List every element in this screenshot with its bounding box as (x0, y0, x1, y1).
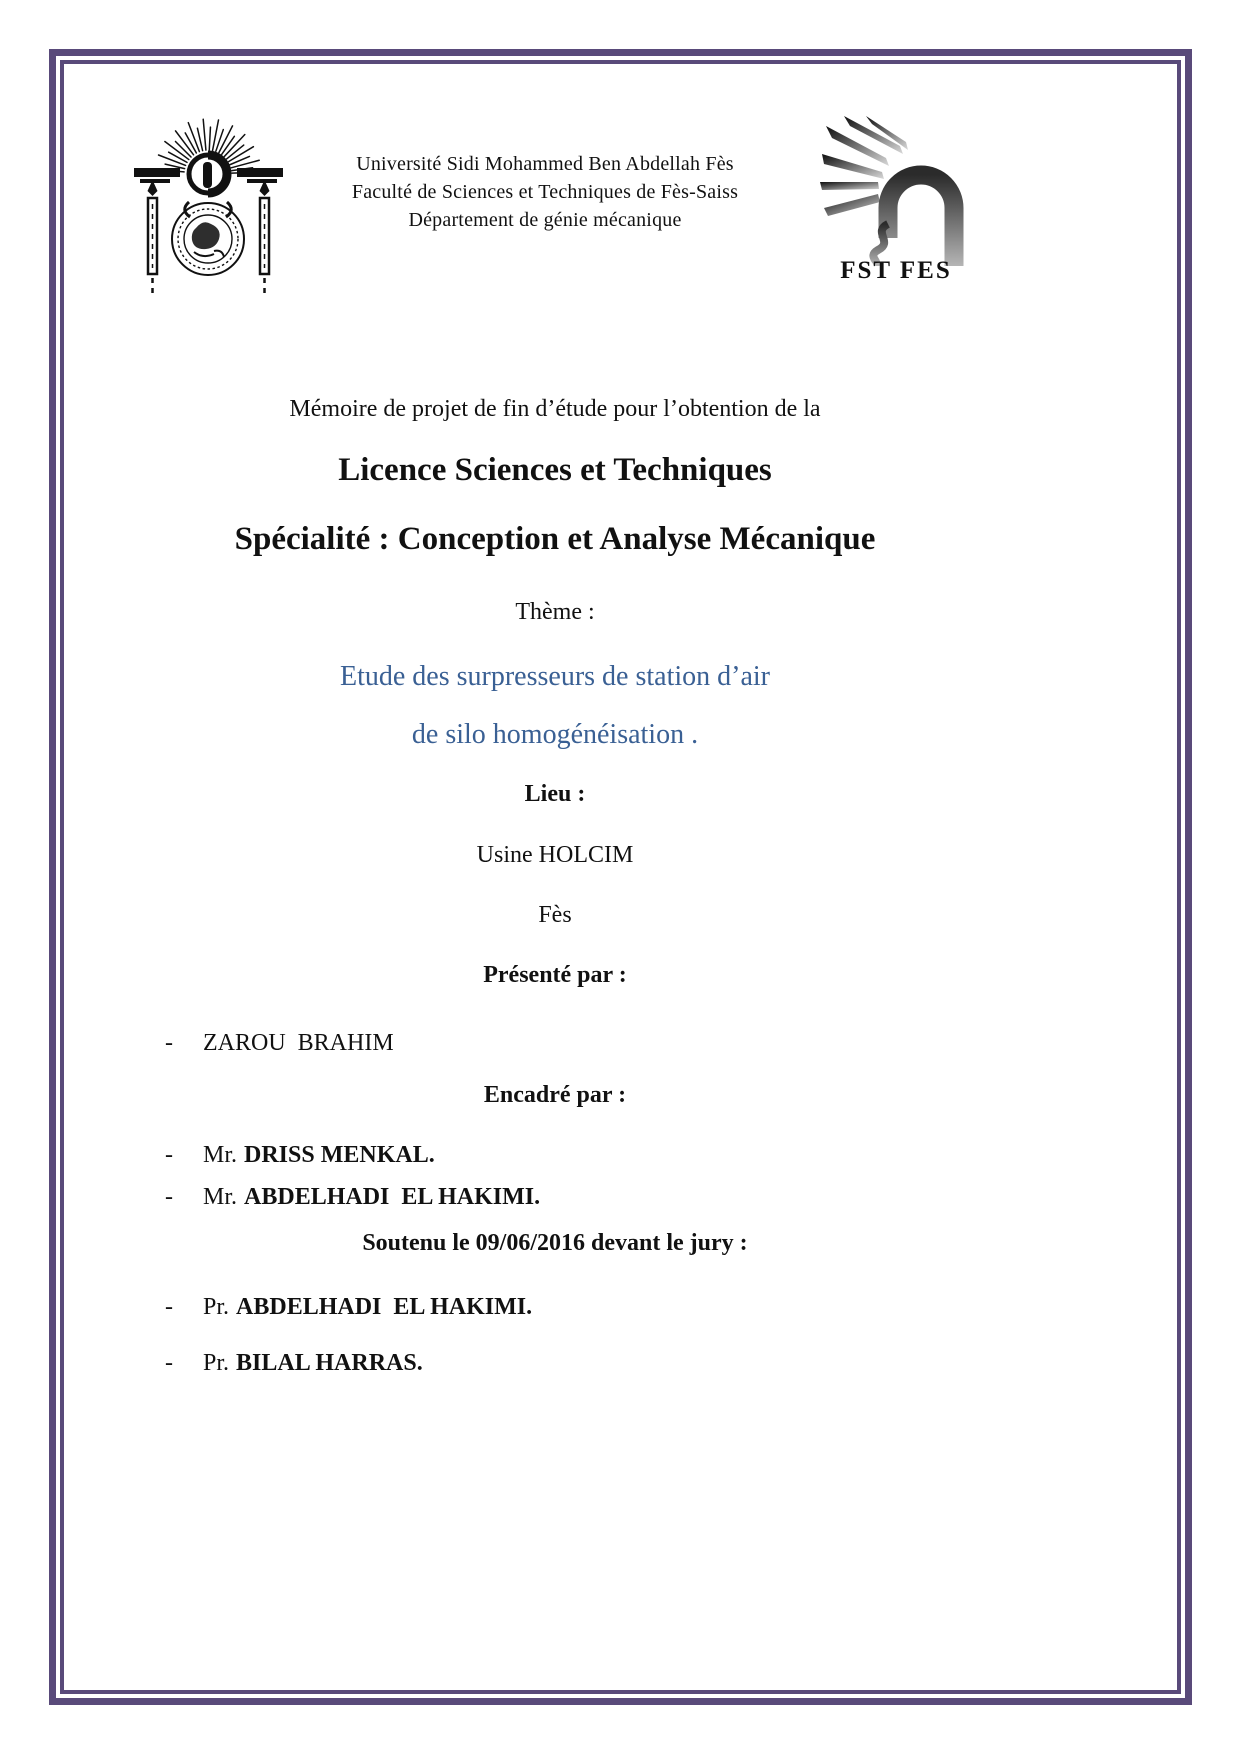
university-name: Université Sidi Mohammed Ben Abdellah Fès (356, 153, 734, 175)
university-emblem-logo (126, 112, 291, 302)
list-dash: - (165, 1184, 173, 1210)
degree-title: Licence Sciences et Techniques (338, 452, 772, 488)
supervisor-prefix: Mr. (203, 1142, 238, 1168)
page-border-inner (60, 60, 1181, 1694)
jury-row (65, 1350, 1045, 1377)
university-emblem-icon (126, 112, 291, 302)
presented-by-name: ZAROU BRAHIM (203, 1030, 394, 1056)
jury-name: BILAL HARRAS. (236, 1350, 423, 1376)
lieu-line-2: Fès (538, 902, 572, 928)
jury-entry (203, 1350, 423, 1377)
jury-row (65, 1294, 1045, 1321)
jury-name: ABDELHADI EL HAKIMI. (236, 1294, 533, 1320)
presented-label: Présenté par : (483, 962, 627, 988)
list-dash: - (165, 1350, 173, 1376)
supervisor-name: ABDELHADI EL HAKIMI. (244, 1184, 541, 1210)
jury-prefix: Pr. (203, 1350, 230, 1376)
theme-label: Thème : (515, 599, 595, 625)
supervisor-entry (203, 1184, 540, 1211)
supervisor-row (65, 1184, 1045, 1211)
list-dash: - (165, 1142, 173, 1168)
theme-line-2: de silo homogénéisation . (411, 719, 699, 750)
list-dash: - (165, 1030, 173, 1056)
lieu-label: Lieu : (524, 781, 586, 807)
presented-by-row (65, 1030, 1045, 1057)
institution-header (305, 150, 785, 234)
faculty-name: Faculté de Sciences et Techniques de Fès-Saiss (351, 181, 739, 203)
supervisor-name: DRISS MENKAL. (244, 1142, 435, 1168)
fst-fes-logo (820, 116, 972, 294)
supervised-label: Encadré par : (483, 1082, 627, 1108)
jury-entry (203, 1294, 532, 1321)
jury-prefix: Pr. (203, 1294, 230, 1320)
defense-line: Soutenu le 09/06/2016 devant le jury : (362, 1230, 748, 1256)
supervisor-entry (203, 1142, 435, 1169)
intro-line: Mémoire de projet de fin d’étude pour l’obtention de la (289, 396, 821, 422)
lieu-line-1: Usine HOLCIM (476, 842, 634, 868)
specialty-title: Spécialité : Conception et Analyse Mécanique (234, 521, 876, 557)
list-dash: - (165, 1294, 173, 1320)
theme-line-1: Etude des surpresseurs de station d’air (340, 661, 770, 692)
fst-fes-icon (820, 116, 972, 266)
department-name: Département de génie mécanique (408, 209, 682, 231)
supervisor-row (65, 1142, 1045, 1169)
fst-fes-caption: FST FES (840, 257, 952, 284)
supervisor-prefix: Mr. (203, 1184, 238, 1210)
